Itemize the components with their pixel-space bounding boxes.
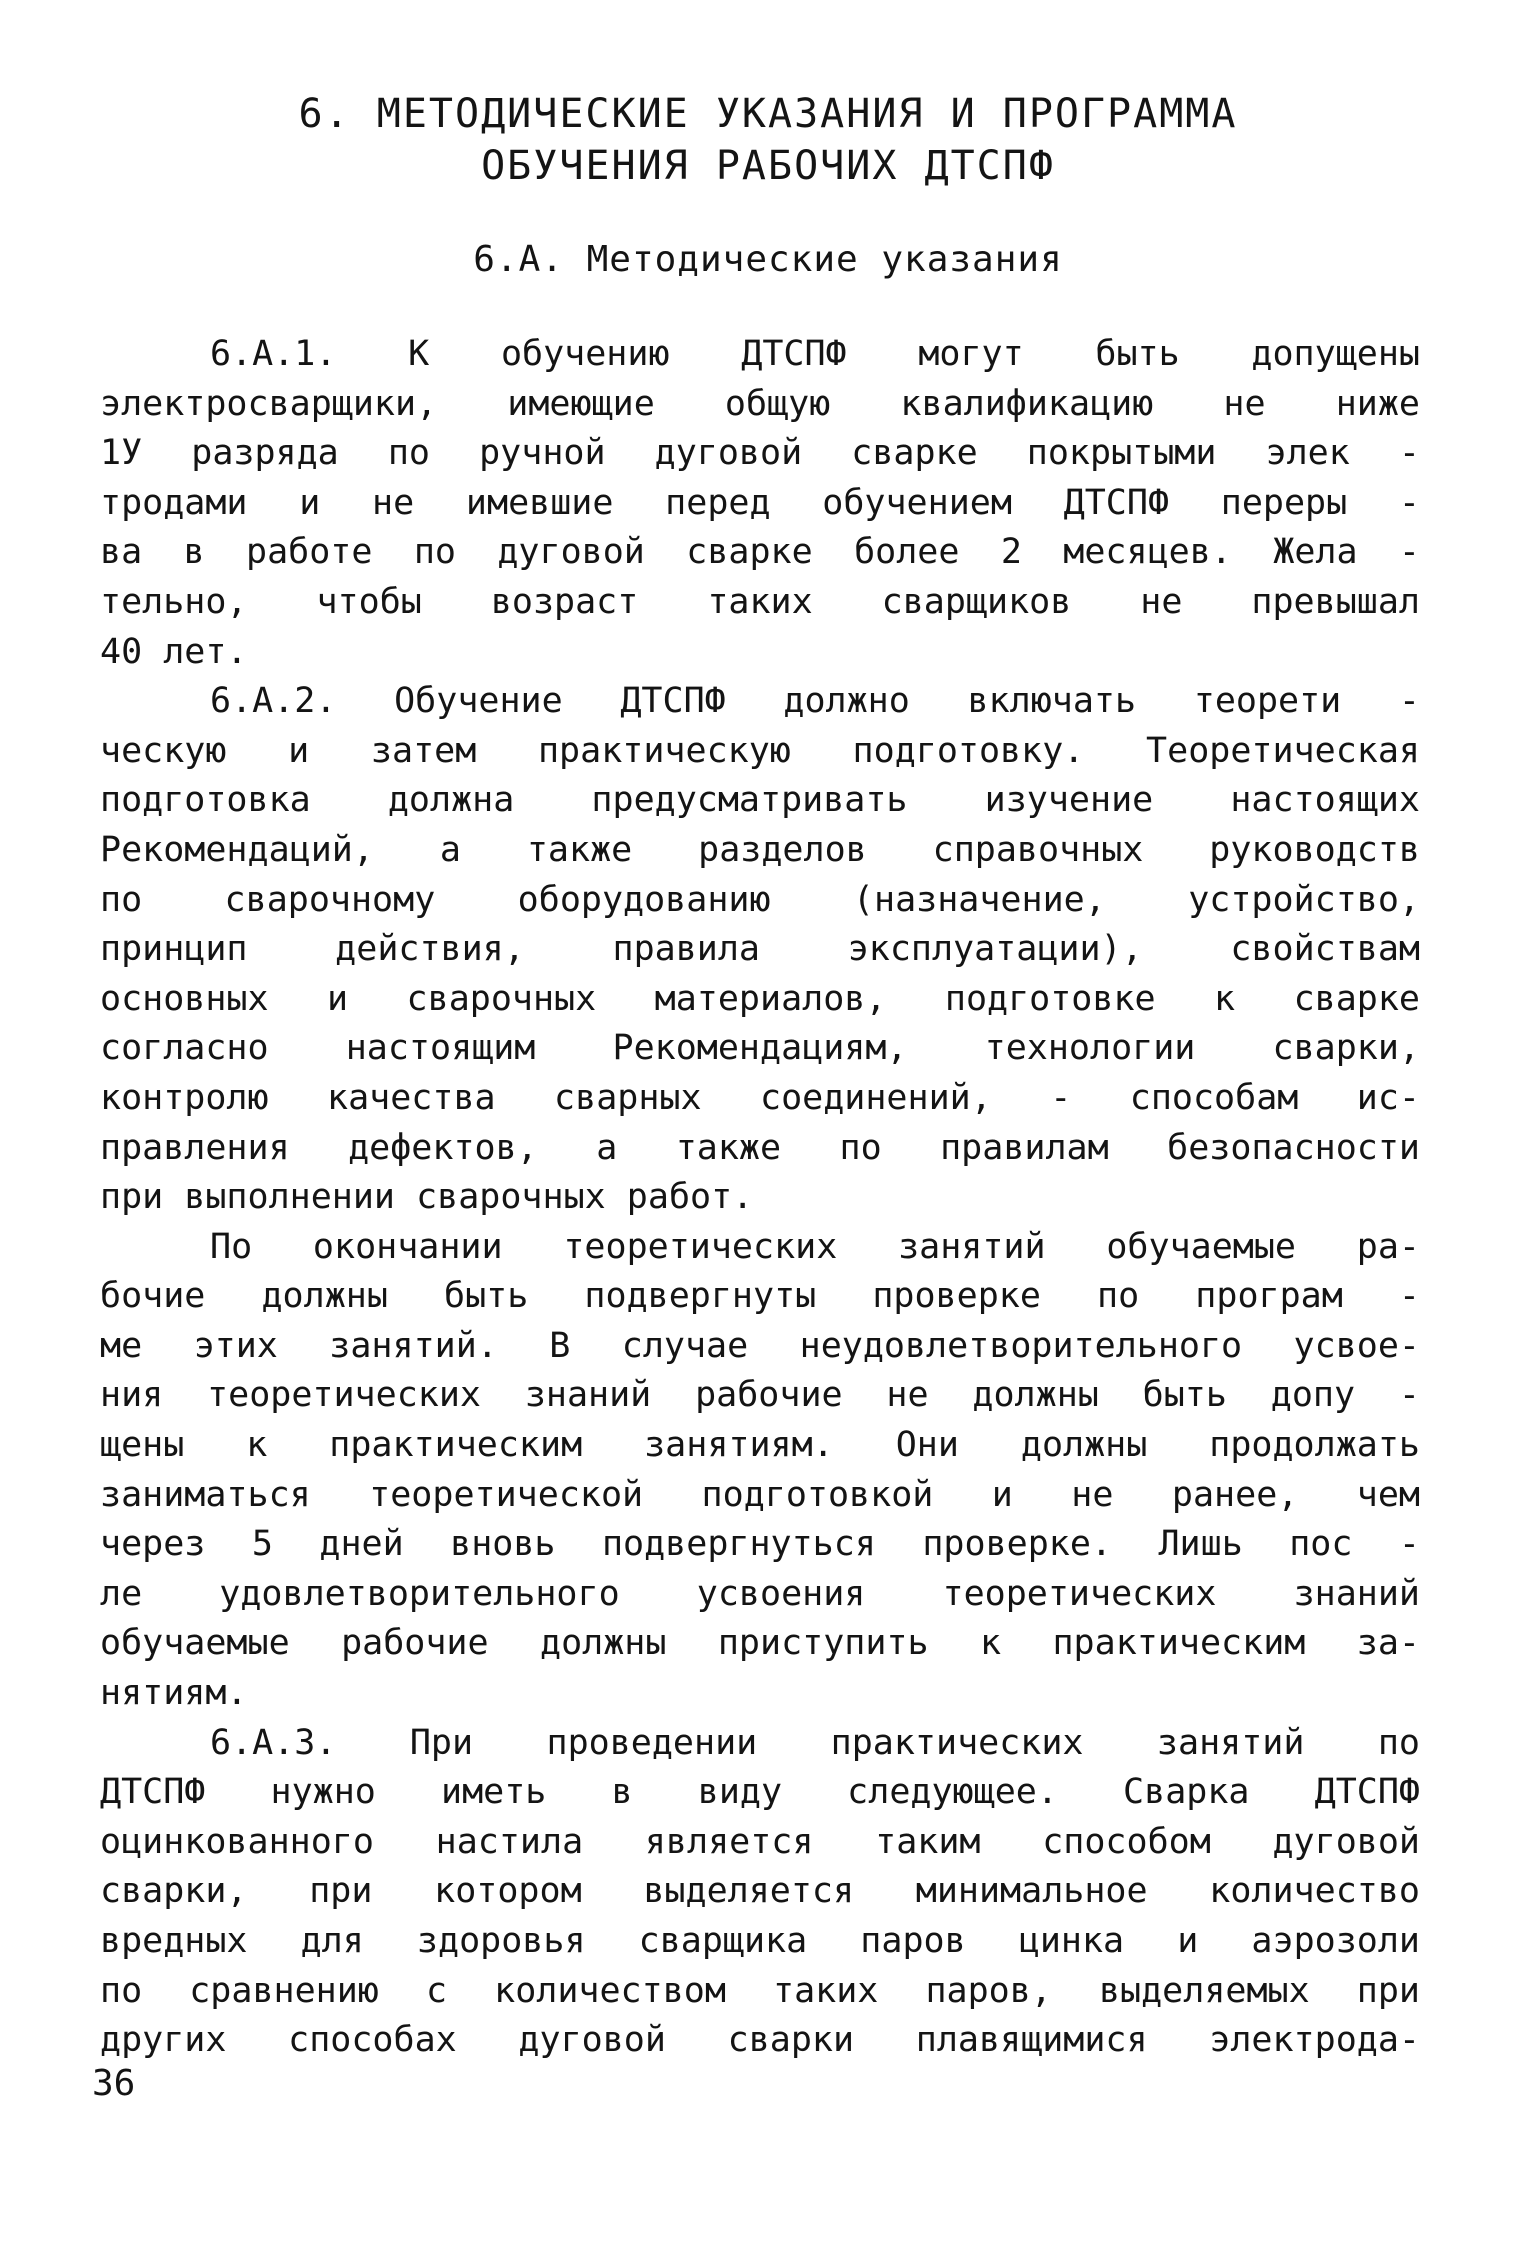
text-line: нятиям. [100, 1673, 248, 1714]
text-line: по сравнению с количеством таких паров, выделяемых при [100, 1970, 1420, 2011]
text-line: По окончании теоретических занятий обучаемые ра- [210, 1226, 1420, 1267]
text-line: обучаемые рабочие должны приступить к практическим за- [100, 1623, 1420, 1664]
text-line: оцинкованного настила является таким способом дуговой [100, 1821, 1420, 1862]
subsection-title: 6.А. Методические указания [473, 239, 1063, 280]
text-line: электросварщики, имеющие общую квалификацию не ниже [100, 383, 1420, 424]
text-line: щены к практическим занятиям. Они должны продолжать [100, 1425, 1420, 1466]
section-title-line-2: ОБУЧЕНИЯ РАБОЧИХ ДТСПФ [481, 143, 1055, 189]
text-line: принцип действия, правила эксплуатации), свойствам [100, 929, 1420, 970]
text-line: при выполнении сварочных работ. [100, 1177, 754, 1218]
text-line: 40 лет. [100, 631, 248, 672]
text-line: через 5 дней вновь подвергнуться проверке. Лишь пос - [100, 1524, 1420, 1565]
section-title [0, 88, 1536, 192]
text-line: ДТСПФ нужно иметь в виду следующее. Сварка ДТСПФ [100, 1772, 1420, 1813]
text-line: согласно настоящим Рекомендациям, технологии сварки, [100, 1028, 1420, 1069]
text-line: вредных для здоровья сварщика паров цинка и аэрозоли [100, 1921, 1420, 1961]
text-line: ва в работе по дуговой сварке более 2 месяцев. Жела - [100, 532, 1420, 573]
text-line: контролю качества сварных соединений, - способам ис- [100, 1077, 1420, 1118]
body-text [100, 330, 1420, 2066]
text-line: тродами и не имевшие перед обучением ДТСПФ переры - [100, 482, 1420, 523]
paragraph-6a2 [100, 677, 1420, 1223]
text-line: ния теоретических знаний рабочие не должны быть допу - [100, 1375, 1420, 1416]
text-line: подготовка должна предусматривать изучение настоящих [100, 780, 1420, 821]
text-line: заниматься теоретической подготовкой и не ранее, чем [100, 1474, 1420, 1515]
text-line: ме этих занятий. В случае неудовлетворительного усвое- [100, 1325, 1420, 1366]
text-line: тельно, чтобы возраст таких сварщиков не превышал [100, 581, 1420, 622]
text-line: 6.А.1. К обучению ДТСПФ могут быть допущены [210, 334, 1420, 374]
section-title-line-1: 6. МЕТОДИЧЕСКИЕ УКАЗАНИЯ И ПРОГРАММА [298, 91, 1238, 137]
text-line: ле удовлетворительного усвоения теоретических знаний [100, 1573, 1420, 1614]
text-line: основных и сварочных материалов, подготовке к сварке [100, 978, 1420, 1019]
page-number: 36 [92, 2063, 136, 2104]
text-line: 6.А.3. При проведении практических занятий по [210, 1722, 1420, 1763]
text-line: по сварочному оборудованию (назначение, устройство, [100, 879, 1420, 920]
text-line: Рекомендаций, а также разделов справочных руководств [100, 829, 1420, 870]
paragraph-6a3 [100, 1719, 1420, 2066]
text-line: 6.А.2. Обучение ДТСПФ должно включать теорети - [210, 681, 1420, 722]
text-line: ческую и затем практическую подготовку. Теоретическая [100, 730, 1420, 771]
text-line: бочие должны быть подвергнуты проверке по програм - [100, 1276, 1420, 1317]
text-line: 1У разряда по ручной дуговой сварке покрытыми элек - [100, 433, 1420, 474]
paragraph-6a1 [100, 330, 1420, 677]
text-line: правления дефектов, а также по правилам безопасности [100, 1127, 1420, 1168]
text-line: сварки, при котором выделяется минимальное количество [100, 1871, 1420, 1912]
text-line: других способах дуговой сварки плавящимися электрода- [100, 2020, 1420, 2061]
paragraph-6a2-continued [100, 1223, 1420, 1719]
